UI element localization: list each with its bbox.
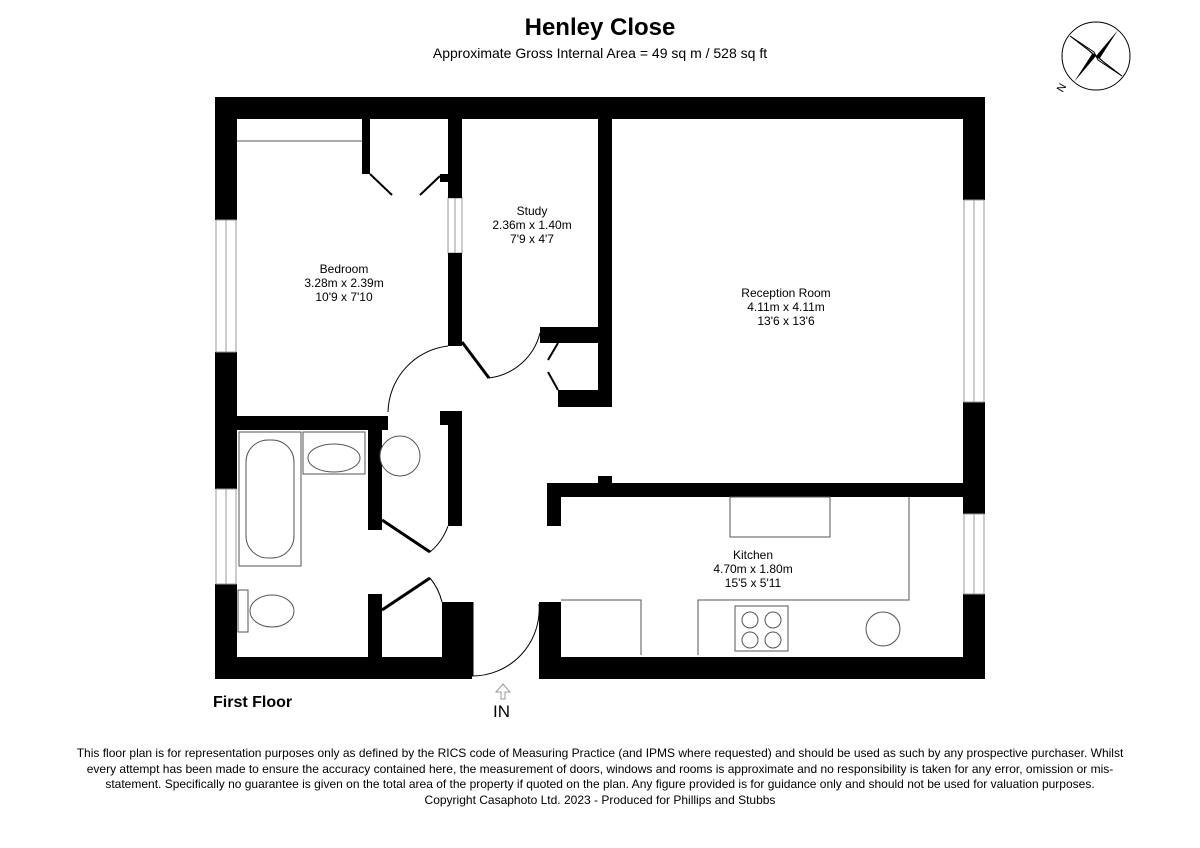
room-label-study (472, 204, 592, 246)
room-imperial: 15'5 x 5'11 (724, 576, 782, 590)
room-imperial: 7'9 x 4'7 (510, 232, 554, 246)
room-imperial: 13'6 x 13'6 (757, 314, 815, 328)
compass-rose-icon (1062, 22, 1130, 90)
plan-subtitle: Approximate Gross Internal Area = 49 sq m / 528 sq ft (432, 45, 768, 61)
room-metric: 4.70m x 1.80m (713, 562, 793, 576)
floor-label: First Floor (213, 694, 293, 711)
room-metric: 4.11m x 4.11m (747, 300, 825, 314)
disclaimer-text: This floor plan is for representation purposes only as defined by the RICS code of Measuring Practice (and IPMS where requested) and should be used as such by any prospective purchaser. Whilst every attempt has been made to ensure the accuracy contained here, the measurement of doors, windows and rooms is approximate and no responsibility is taken for any error, omission or mis-statement. Specifically no guarantee is given on the total area of the property if quoted on the plan. Any figure provided is for guidance only and should not be used for valuation purposes. (76, 746, 1124, 791)
entrance-label: IN (493, 702, 510, 721)
room-label-reception-room (711, 286, 861, 328)
plan-title: Henley Close (524, 14, 676, 41)
room-label-bedroom (284, 262, 404, 304)
room-metric: 2.36m x 1.40m (492, 218, 572, 232)
copyright-text: Copyright Casaphoto Ltd. 2023 - Produced for Phillips and Stubbs (424, 792, 776, 807)
entrance-arrow-icon (496, 684, 510, 699)
room-imperial: 10'9 x 7'10 (315, 290, 373, 304)
room-name: Bedroom (319, 262, 369, 276)
disclaimer (70, 746, 1130, 808)
doors (370, 174, 558, 676)
room-metric: 3.28m x 2.39m (304, 276, 384, 290)
room-name: Kitchen (732, 548, 774, 562)
room-label-kitchen (693, 548, 813, 590)
compass-north-label: N (1054, 81, 1070, 95)
room-name: Reception Room (741, 286, 831, 300)
room-name: Study (516, 204, 548, 218)
